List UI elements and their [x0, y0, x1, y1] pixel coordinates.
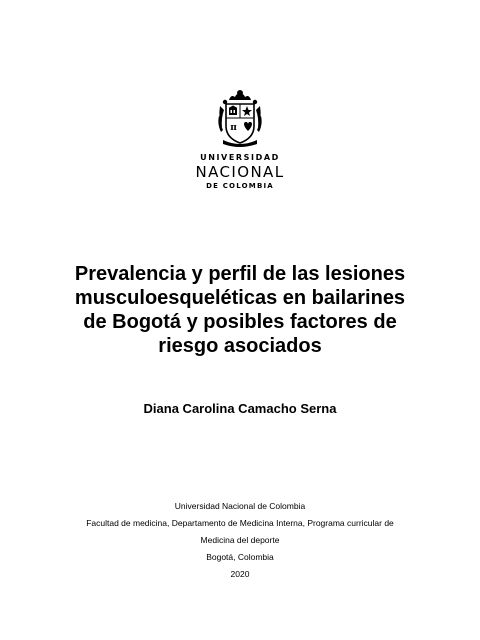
logo-text-nacional: NACIONAL — [195, 163, 285, 181]
affiliation-faculty: Facultad de medicina, Departamento de Medicina Interna, Programa curricular de — [86, 518, 394, 528]
affiliation-year: 2020 — [230, 569, 250, 579]
svg-text:π: π — [230, 123, 237, 133]
university-seal-icon — [217, 88, 263, 148]
title-line: Prevalencia y perfil de las lesiones — [74, 263, 406, 285]
affiliation-program: Medicina del deporte — [200, 535, 280, 545]
logo-text-universidad: UNIVERSIDAD — [200, 153, 280, 162]
university-logo — [0, 88, 480, 190]
title-line: musculoesqueléticas en bailarines — [74, 287, 406, 309]
thesis-title — [60, 262, 420, 358]
affiliation-block — [40, 498, 440, 583]
author-name: Diana Carolina Camacho Serna — [143, 401, 337, 416]
affiliation-university: Universidad Nacional de Colombia — [174, 501, 306, 511]
title-line: de Bogotá y posibles factores de — [83, 311, 397, 333]
logo-text-de-colombia: DE COLOMBIA — [206, 182, 274, 190]
affiliation-city: Bogotá, Colombia — [206, 552, 274, 562]
title-line: riesgo asociados — [158, 335, 322, 357]
